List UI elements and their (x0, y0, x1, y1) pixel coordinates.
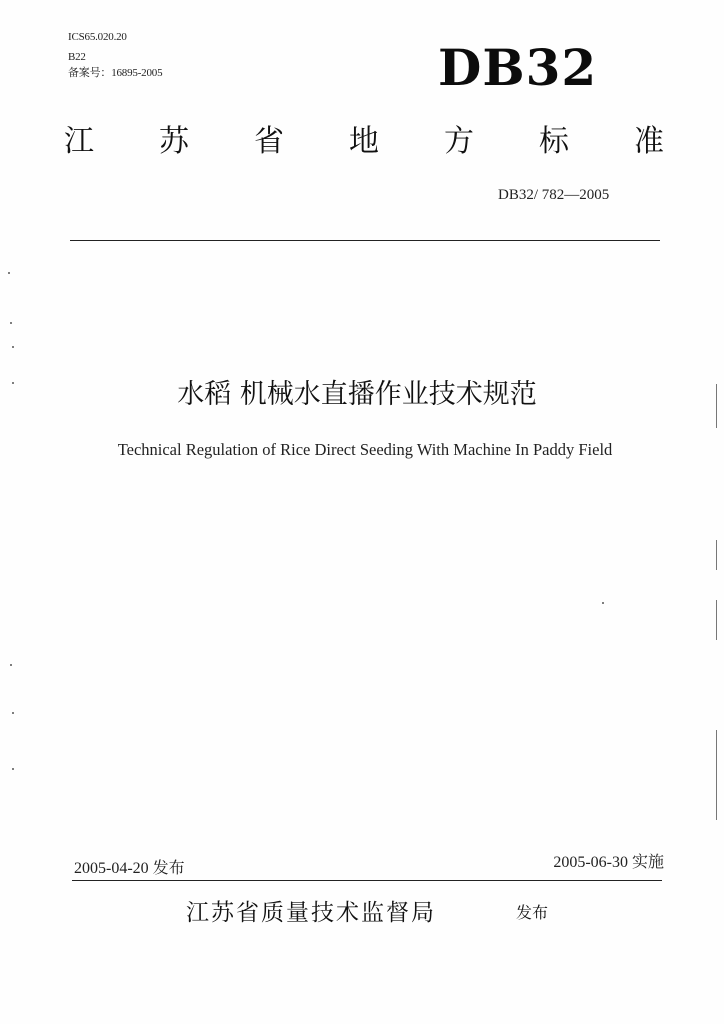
scan-speck (10, 664, 12, 666)
org-title-char: 地 (349, 124, 379, 159)
scan-edge-mark (716, 730, 717, 820)
document-title-chinese: 水稻 机械水直播作业技术规范 (177, 379, 537, 410)
scan-speck (12, 768, 14, 770)
org-title-char: 省 (254, 124, 284, 159)
scan-speck (12, 712, 14, 714)
org-title-char: 标 (539, 124, 569, 159)
standard-number: DB32/ 782—2005 (498, 187, 610, 203)
scan-edge-mark (716, 384, 717, 428)
scan-speck (12, 346, 14, 348)
org-title (64, 122, 664, 162)
scan-speck (8, 272, 10, 274)
effective-date: 2005-06-30 实施 (553, 854, 664, 871)
scan-edge-mark (716, 600, 717, 640)
category-code: B22 (68, 51, 86, 63)
org-title-char: 方 (444, 124, 474, 159)
scan-speck (12, 382, 14, 384)
org-title-char: 准 (634, 124, 664, 159)
ics-code: ICS65.020.20 (68, 31, 127, 43)
header-divider (70, 240, 660, 241)
db32-logo: DB32 (438, 38, 598, 97)
document-title-english: Technical Regulation of Rice Direct Seeding With Machine In Paddy Field (117, 440, 613, 459)
org-title-char: 苏 (159, 124, 189, 159)
org-title-char: 江 (64, 124, 94, 159)
scan-speck (602, 602, 604, 604)
registration-number: 备案号：16895-2005 (68, 67, 163, 79)
scan-speck (10, 322, 12, 324)
issue-date: 2005-04-20 发布 (74, 860, 185, 877)
footer-divider (72, 880, 662, 881)
publisher-suffix: 发布 (516, 903, 549, 922)
scan-edge-mark (716, 540, 717, 570)
publisher-name: 江苏省质量技术监督局 (186, 900, 436, 926)
